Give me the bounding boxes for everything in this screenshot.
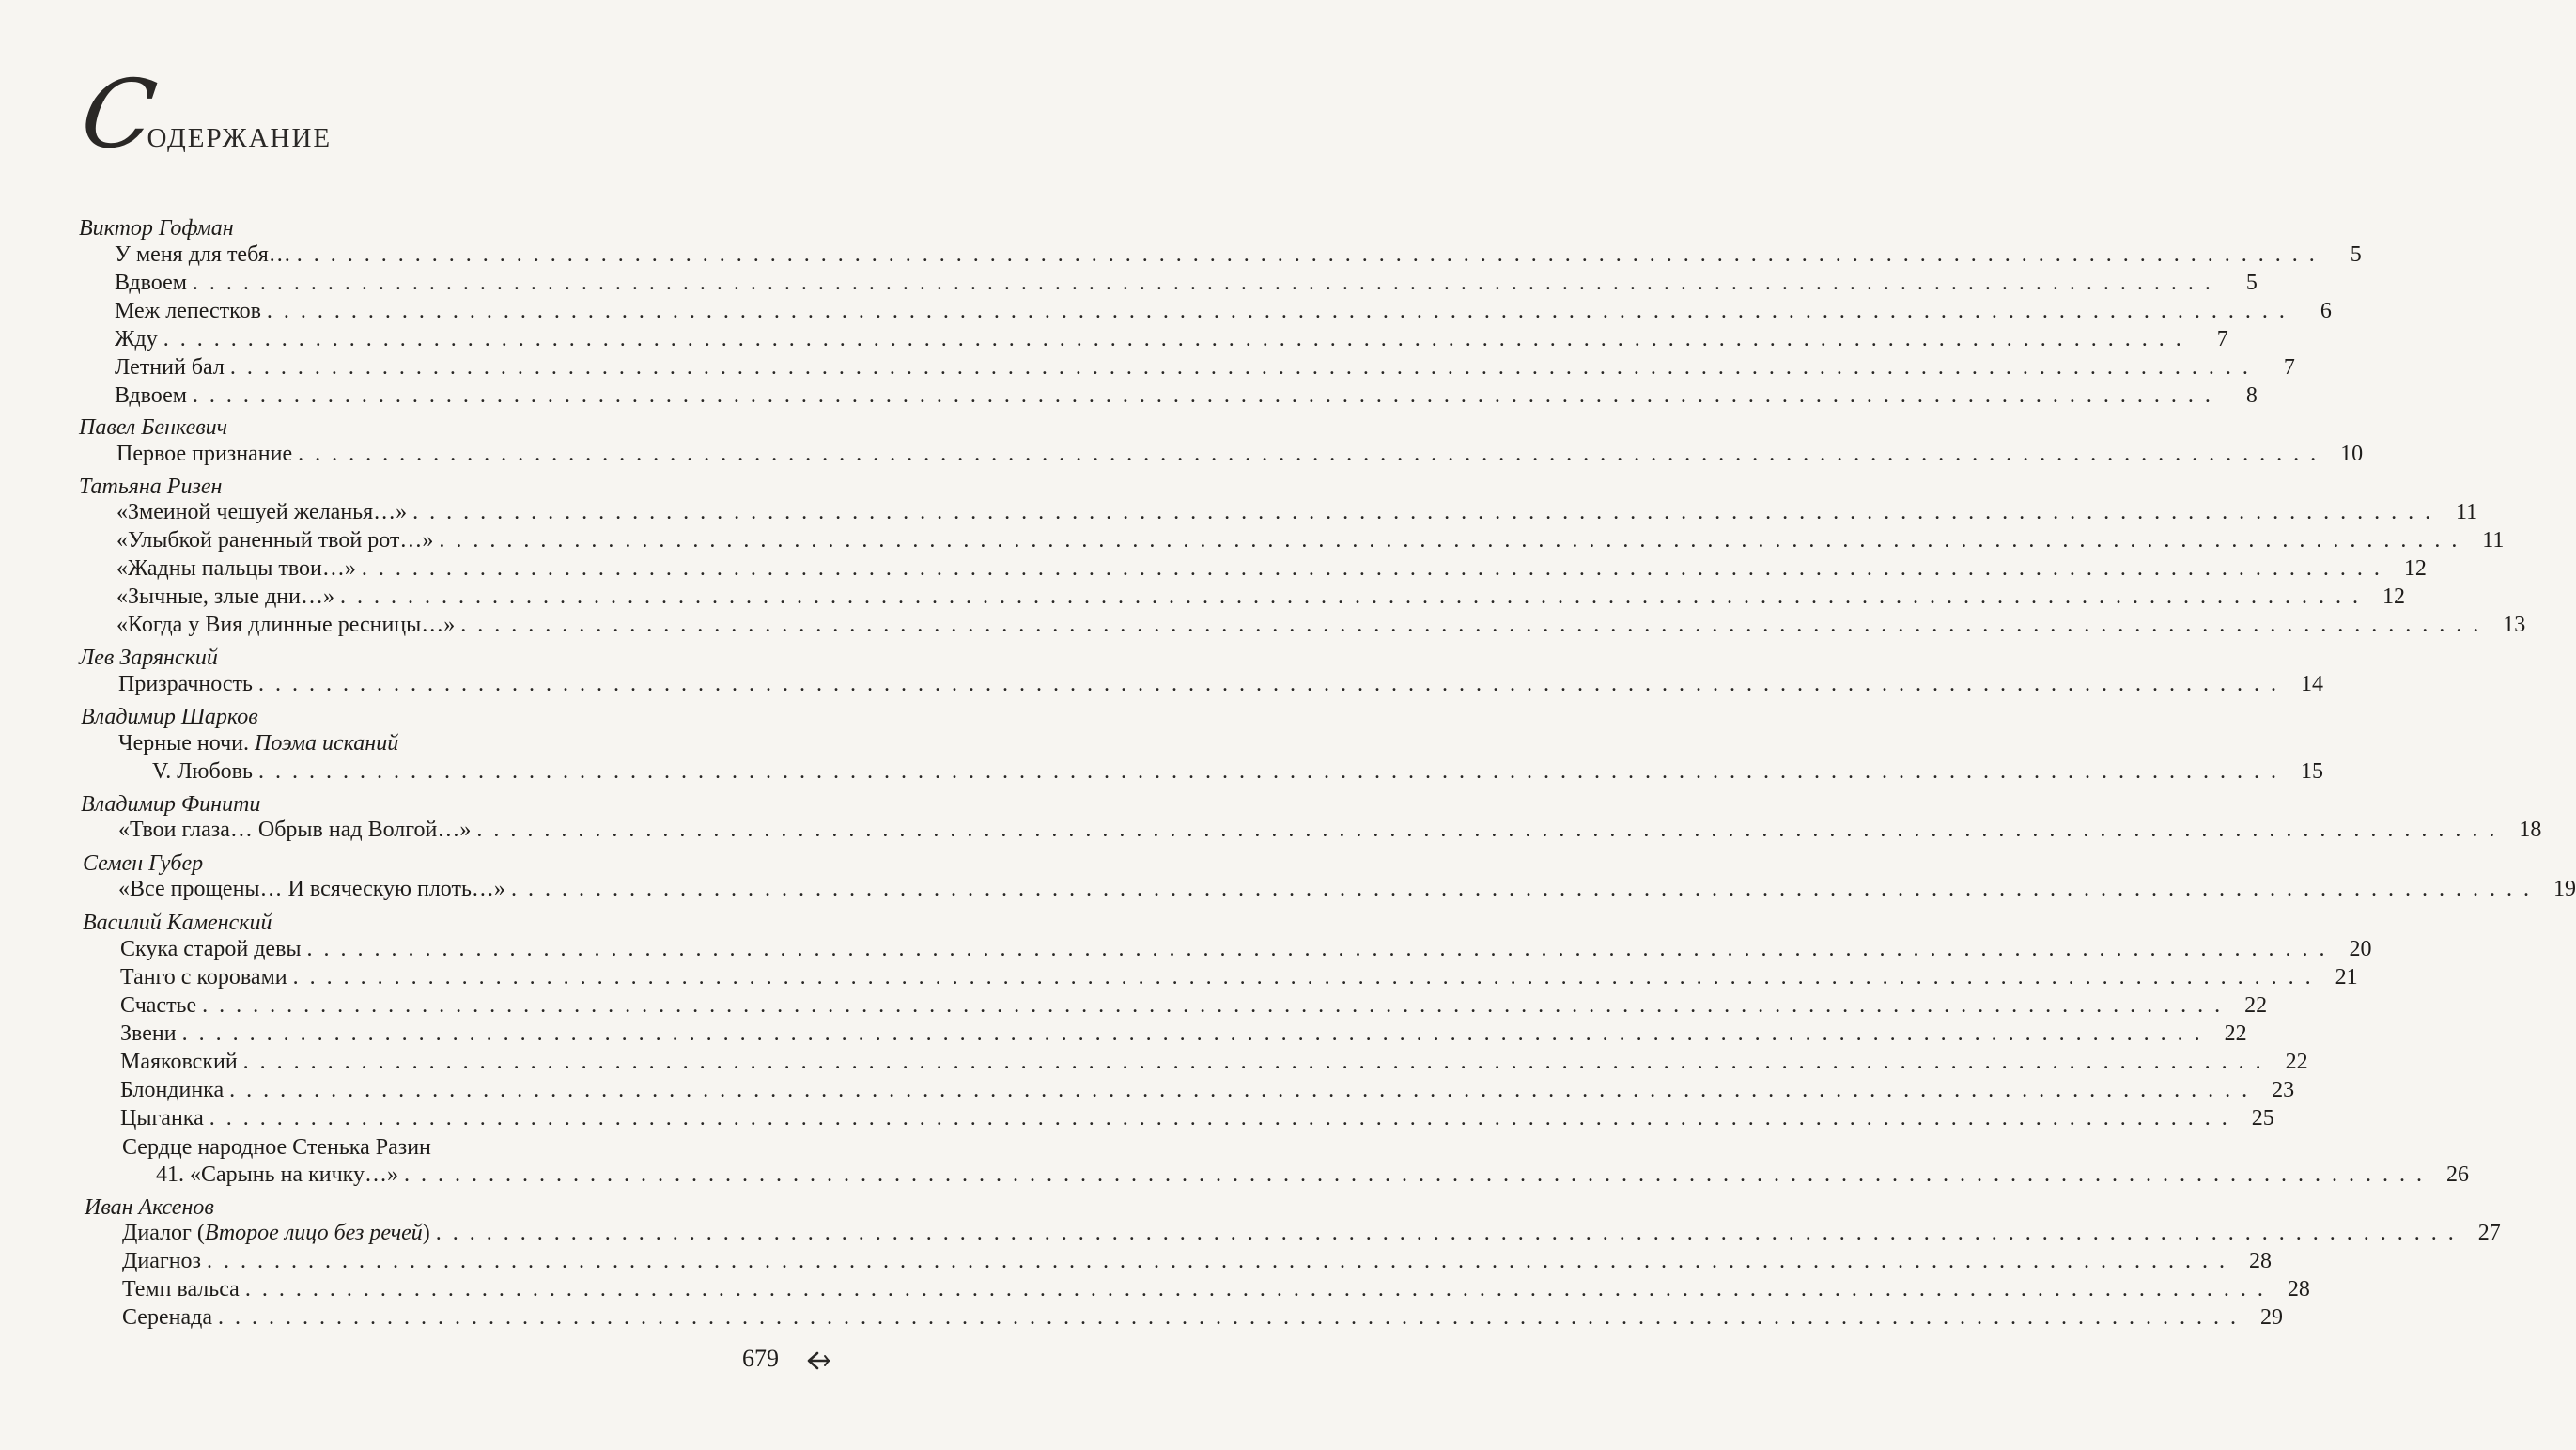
toc-entry[interactable]: «Улыбкой раненный твой рот…» ........................................................................................................................ 11 [116,528,2505,553]
toc-entry[interactable]: Цыганка ........................................................................................................................ 25 [120,1106,2274,1130]
toc-entry[interactable]: «Зычные, злые дни…» ........................................................................................................................ 12 [116,585,2405,609]
toc-entry[interactable]: Темп вальса ........................................................................................................................ 28 [122,1277,2310,1302]
toc-entry[interactable]: Первое признание ........................................................................................................................ 10 [116,442,2364,466]
toc-entry[interactable]: Призрачность ........................................................................................................................ 14 [118,672,2323,696]
toc-entry[interactable]: «Все прощены… И всяческую плоть…» ........................................................................................................................ 19 [118,877,2576,901]
toc-entry[interactable]: V. Любовь ........................................................................................................................ 15 [152,759,2323,784]
toc-entry[interactable]: Летний бал ........................................................................................................................ 7 [115,355,2295,380]
arrow-left-icon[interactable] [804,1349,832,1372]
toc-entry[interactable]: «Когда у Вия длинные ресницы…» ........................................................................................................................ 13 [116,613,2526,637]
toc-entry[interactable]: Блондинка ........................................................................................................................ 23 [120,1078,2295,1102]
title-initial: С [74,59,161,169]
toc-entry[interactable]: «Твои глаза… Обрыв над Волгой…» ........................................................................................................................ 18 [118,818,2542,842]
toc-entry[interactable]: Маяковский ........................................................................................................................ 22 [120,1050,2308,1074]
toc-entry[interactable]: Счастье ........................................................................................................................ 22 [120,993,2268,1018]
toc-entry[interactable]: Жду ........................................................................................................................ 7 [115,327,2228,351]
toc-author: Лев Зарянский [79,646,218,670]
toc-entry[interactable]: Скука старой девы ........................................................................................................................ 20 [120,937,2372,961]
toc-author: Виктор Гофман [79,216,234,241]
page-number: 679 [742,1345,779,1372]
toc-author: Владимир Шарков [81,705,258,729]
toc-entry[interactable]: Серенада ........................................................................................................................ 29 [122,1305,2283,1330]
toc-entry[interactable]: Меж лепестков ........................................................................................................................ 6 [115,299,2332,323]
toc-author: Татьяна Ризен [79,475,223,499]
toc-author: Иван Аксенов [85,1195,214,1220]
title-rest: одержание [147,113,333,156]
toc-author: Владимир Финити [81,792,261,817]
toc-entry[interactable]: Диалог (Второе лицо без речей) ........................................................................................................................ 27 [122,1221,2501,1245]
toc-entry[interactable]: 41. «Сарынь на кичку…» ........................................................................................................................ 26 [156,1162,2469,1187]
toc-author: Василий Каменский [83,911,272,935]
toc-entry[interactable]: Танго с коровами ........................................................................................................................ 21 [120,965,2358,990]
toc-author: Семен Губер [83,851,204,876]
toc-entry-title[interactable]: Черные ночи. Поэма исканий [118,731,399,756]
toc-entry[interactable]: Звени ........................................................................................................................ 22 [120,1021,2247,1046]
toc-entry[interactable]: У меня для тебя… ........................................................................................................................ 5 [115,242,2362,267]
toc-author: Павел Бенкевич [79,415,228,440]
toc-entry[interactable]: Диагноз ........................................................................................................................ 28 [122,1249,2273,1273]
toc-entry[interactable]: «Змеиной чешуей желанья…» ........................................................................................................................ 11 [116,500,2478,524]
toc-entry[interactable]: Вдвоем ........................................................................................................................ 5 [115,271,2258,295]
toc-entry-title[interactable]: Сердце народное Стенька Разин [122,1135,431,1160]
toc-entry[interactable]: «Жадны пальцы твои…» ........................................................................................................................ 12 [116,556,2427,581]
toc-entry-subtitle: Поэма исканий [255,731,399,756]
toc-entry[interactable]: Вдвоем ........................................................................................................................ 8 [115,383,2258,408]
